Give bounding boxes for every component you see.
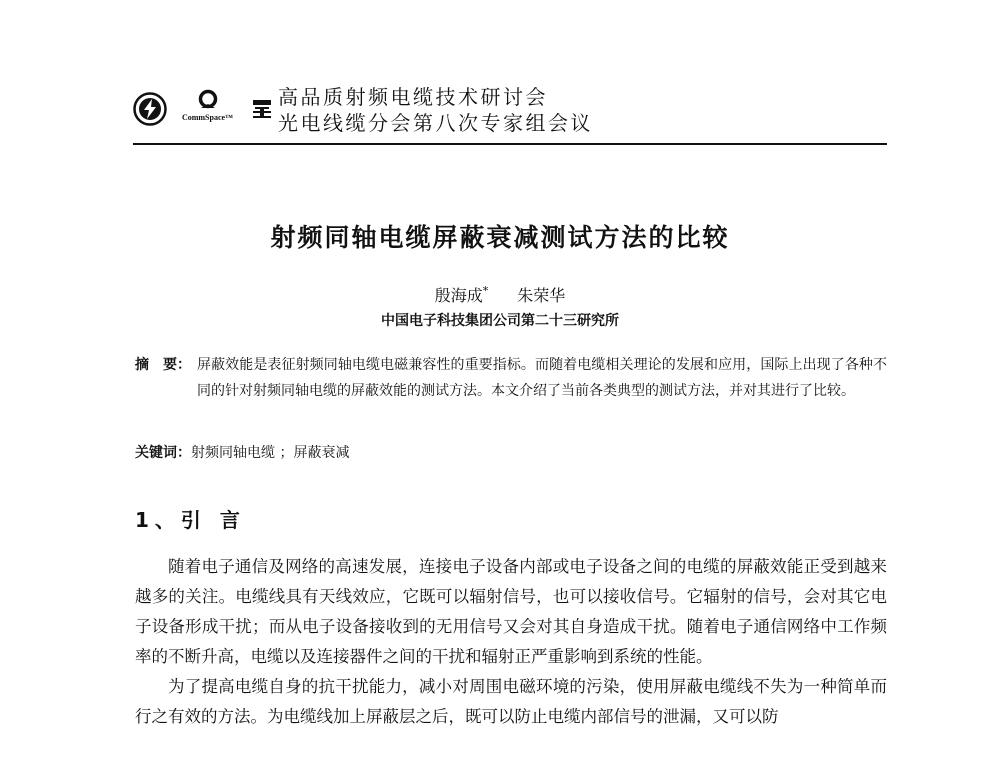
paper-title: 射频同轴电缆屏蔽衰减测试方法的比较 xyxy=(270,223,730,252)
society-logo-icon xyxy=(133,92,167,126)
abstract xyxy=(135,352,887,404)
section-body xyxy=(135,552,887,732)
author-line xyxy=(0,283,1000,306)
section-heading: 1、引 言 xyxy=(135,508,246,532)
body-paragraph: 为了提高电缆自身的抗干扰能力，减小对周围电磁环境的污染，使用屏蔽电缆线不失为一种简单而行之有效的方法。为电缆线加上屏蔽层之后，既可以防止电缆内部信号的泄漏，又可以防 xyxy=(135,677,887,726)
keywords-text: 射频同轴电缆 ；屏蔽衰减 xyxy=(191,445,350,461)
seal-icon xyxy=(251,98,273,120)
conference-title-line2: 光电线缆分会第八次专家组会议 xyxy=(278,111,593,135)
header-divider xyxy=(133,143,887,145)
affiliation: 中国电子科技集团公司第二十三研究所 xyxy=(381,313,619,329)
abstract-label: 摘 要： xyxy=(135,357,191,373)
keywords xyxy=(135,440,349,466)
commspace-logo xyxy=(180,88,235,128)
commspace-logo-text: CommSpace™ xyxy=(181,113,234,122)
commspace-logo-icon xyxy=(195,88,221,112)
corresponding-mark: * xyxy=(482,284,489,298)
header-logos xyxy=(133,88,273,130)
conference-title xyxy=(278,84,593,136)
conference-title-line1: 高品质射频电缆技术研讨会 xyxy=(278,85,548,109)
body-paragraph: 随着电子通信及网络的高速发展，连接电子设备内部或电子设备之间的电缆的屏蔽效能正受到越来越多的关注。电缆线具有天线效应，它既可以辐射信号，也可以接收信号。它辐射的信号，会对其它电子设备形成干扰；而从电子设备接收到的无用信号又会对其自身造成干扰。随着电子通信网络中工作频率的不断升高，电缆以及连接器件之间的干扰和辐射正严重影响到系统的性能。 xyxy=(135,557,887,666)
author-1-name: 殷海成 xyxy=(434,286,483,305)
abstract-text: 屏蔽效能是表征射频同轴电缆电磁兼容性的重要指标。而随着电缆相关理论的发展和应用，国际上出现了各种不同的针对射频同轴电缆的屏蔽效能的测试方法。本文介绍了当前各类典型的测试方法，并对其进行了比较。 xyxy=(197,357,887,399)
author-1 xyxy=(435,286,489,305)
author-2: 朱荣华 xyxy=(517,286,566,305)
keywords-label: 关键词： xyxy=(135,445,191,461)
